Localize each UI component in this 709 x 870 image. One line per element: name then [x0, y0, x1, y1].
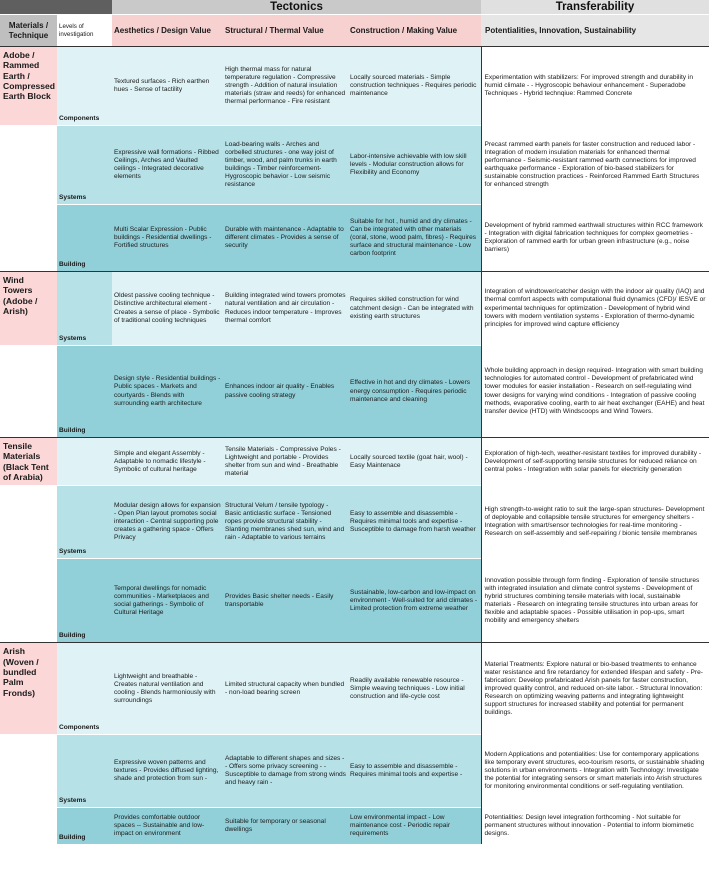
table-row: [0, 47, 709, 126]
structural-cell: Building integrated wind towers promotes natural ventilation and air circulation - Reduces indoor temperature - Improves thermal comfort: [223, 272, 348, 346]
material-cell: [0, 486, 57, 559]
level-cell: Building: [57, 205, 112, 272]
aesthetics-cell: Expressive wall formations - Ribbed Ceilings, Arches and Vaulted ceilings - Integrated decorative elements: [112, 126, 223, 205]
header-corner: [0, 0, 112, 15]
table-row: [0, 643, 709, 735]
table-row: [0, 735, 709, 808]
transfer-cell: Potentialities: Design level integration forthcoming - Not suitable for permanent structures without innovation - Potential to inform biomimetic designs.: [481, 808, 709, 844]
structural-cell: Adaptable to different shapes and sizes - - Offers some privacy screening - - Susceptible to damage from strong winds and heavy rain -: [223, 735, 348, 808]
aesthetics-cell: Temporal dwellings for nomadic communities - Marketplaces and social gatherings - Symbolic of Cultural Heritage: [112, 559, 223, 643]
transfer-cell: Precast rammed earth panels for faster construction and reduced labor - Integration of modern insulation materials for enhanced thermal performance - Seismic-resistant rammed earth connections for improved earthquake performance - Exploration of bio-based stabilizers for sustainable construction practices - Reinforced Rammed Earth Structures for enhanced strength: [481, 126, 709, 205]
level-cell: [57, 438, 112, 486]
level-cell: Systems: [57, 486, 112, 559]
construction-cell: Suitable for hot , humid and dry climates - Can be integrated with other materials (coral, stone, wood palm, fibres) - Requires surface and structural maintenance - Low carbon footprint: [348, 205, 481, 272]
aesthetics-cell: Oldest passive cooling technique - Distinctive architectural element - Creates a sense of place - Symbolic of traditional cooling techniques: [112, 272, 223, 346]
levels-header: Levels of investigation: [57, 15, 112, 47]
construction-cell: Sustainable, low-carbon and low-impact on environment - Well-suited for arid climates - Limited protection from extreme weather: [348, 559, 481, 643]
transfer-cell: Modern Applications and potentialities: Use for contemporary applications like temporary event structures, eco-tourism resorts, or sustainable shading solutions in urban environments - Integration with Technology: Investigate the potential for integrating sensors or smart materials into Arish structures for monitoring environmental conditions or self-regulating ventilation.: [481, 735, 709, 808]
column-header-row: [0, 15, 709, 47]
transfer-cell: Integration of windtower/catcher design with the indoor air quality (IAQ) and thermal comfort aspects with computational fluid dynamics (CFD)/ IESVE or experimental techniques for optimization - Development of hybrid wind towers with modern ventilation systems - Exploration of thermo-dynamic principles for improved wind capture efficiency: [481, 272, 709, 346]
level-cell: Building: [57, 559, 112, 643]
material-cell: [0, 346, 57, 438]
material-cell: [0, 559, 57, 643]
materials-header: Materials / Technique: [0, 15, 57, 47]
transfer-cell: High strength-to-weight ratio to suit the large-span structures- Development of deployable and collapsible tensile structures for emergency shelters - Integration with smart/sensor technologies for real-time monitoring - Research on self-assembly and self-repairing / bionic tensile membranes: [481, 486, 709, 559]
construction-cell: Easy to assemble and disassemble - Requires minimal tools and expertise - Susceptible to damage from harsh weather: [348, 486, 481, 559]
aesthetics-header: Aesthetics / Design Value: [112, 15, 223, 47]
aesthetics-cell: Multi Scalar Expression - Public buildings - Residential dwellings - Fortified structures: [112, 205, 223, 272]
aesthetics-cell: Lightweight and breathable - Creates natural ventilation and cooling - Blends harmoniously with surroundings: [112, 643, 223, 735]
material-cell: [0, 735, 57, 808]
material-cell: [0, 808, 57, 844]
transfer-cell: Innovation possible through form finding - Exploration of tensile structures with integrated insulation and climate control systems - Development of hybrid structures combining tensile materials with local, sustainable materials - Research on integrating tensile structures into urban areas for flexible and adaptable spaces - Possible utilisation in pop-ups, smart mobility and emergency shelters: [481, 559, 709, 643]
structural-cell: Limited structural capacity when bundled - non-load bearing screen: [223, 643, 348, 735]
construction-cell: Low environmental impact - Low maintenance cost - Periodic repair requirements: [348, 808, 481, 844]
aesthetics-cell: Textured surfaces - Rich earthen hues - Sense of tactility: [112, 47, 223, 126]
structural-cell: Enhances indoor air quality - Enables passive cooling strategy: [223, 346, 348, 438]
material-cell: Adobe / Rammed Earth / Compressed Earth Block: [0, 47, 57, 126]
top-header-row: [0, 0, 709, 15]
transfer-cell: Whole building approach in design required- Integration with smart building technologies for automated control - Development of prefabricated wind tower modules for easier installation - Research on self-regulating wind tower designs for varying wind conditions - Integration of passive cooling methods, evaporative cooling, earth to air heat exchanger (EAHE) and heat transfer device (HTD) with Windscoops and Wind Towers.: [481, 346, 709, 438]
aesthetics-cell: Provides comfortable outdoor spaces -- Sustainable and low-impact on environment: [112, 808, 223, 844]
material-cell: Tensile Materials (Black Tent of Arabia): [0, 438, 57, 486]
transfer-cell: Exploration of high-tech, weather-resistant textiles for improved durability - Development of self-supporting tensile structures for reduced reliance on central poles - Integration with solar panels for electricity generation: [481, 438, 709, 486]
structural-header: Structural / Thermal Value: [223, 15, 348, 47]
transfer-cell: Material Treatments: Explore natural or bio-based treatments to enhance water resistance and fire retardancy for extended lifespan and safety - Pre-fabrication: Develop prefabricated Arish panels for faster construction, improved quality control, and reduced on-site labor. - Structural Innovation: Research on optimizing weaving patterns and integrating lightweight support structures for increased stability and potential for permanent buildings.: [481, 643, 709, 735]
construction-cell: Labor-intensive achievable with low skill levels - Modular construction allows for Flexibility and Economy: [348, 126, 481, 205]
table-row: [0, 559, 709, 643]
table-row: [0, 346, 709, 438]
level-cell: Systems: [57, 272, 112, 346]
construction-cell: Effective in hot and dry climates - Lowers energy consumption - Requires periodic maintenance and cleaning: [348, 346, 481, 438]
transferability-heading: Transferability: [481, 0, 709, 15]
material-cell: [0, 126, 57, 205]
aesthetics-cell: Design style - Residential buildings - Public spaces - Markets and courtyards - Blends with surrounding earth architecture: [112, 346, 223, 438]
tectonics-heading: Tectonics: [112, 0, 481, 15]
structural-cell: Provides Basic shelter needs - Easily transportable: [223, 559, 348, 643]
structural-cell: Tensile Materials - Compressive Poles - Lightweight and portable - Provides shelter from sun and wind - Breathable material: [223, 438, 348, 486]
structural-cell: Load-bearing walls - Arches and corbelled structures - one way joist of timber, wood, and palm trunks in earth buildings - Timber reinforcement- Hygroscopic behavior - Low seismic resistance: [223, 126, 348, 205]
level-cell: Systems: [57, 735, 112, 808]
construction-cell: Locally sourced materials - Simple construction techniques - Requires periodic maintenance: [348, 47, 481, 126]
transfer-cell: Development of hybrid rammed earthwall structures within RCC framework - Integration with digital fabrication techniques for complex geometries - Exploration of rammed earth for urban green infrastructure (e.g., noise barriers): [481, 205, 709, 272]
construction-cell: Requires skilled construction for wind catchment design - Can be integrated with existing earth structures: [348, 272, 481, 346]
table-row: [0, 438, 709, 486]
level-cell: Components: [57, 47, 112, 126]
structural-cell: Structural Velum / tensile typology - Basic anticlastic surface - Tensioned ropes provide structural stability - Slanting membranes shed sun, wind and rain - Adaptable to various terrains: [223, 486, 348, 559]
structural-cell: High thermal mass for natural temperature regulation - Compressive strength - Addition of natural insulation materials (straw and reeds) for enhanced thermal performance - Fire resistant: [223, 47, 348, 126]
level-cell: Components: [57, 643, 112, 735]
table-row: [0, 272, 709, 346]
construction-cell: Easy to assemble and disassemble - Requires minimal tools and expertise -: [348, 735, 481, 808]
table-row: [0, 486, 709, 559]
structural-cell: Durable with maintenance - Adaptable to different climates - Provides a sense of security: [223, 205, 348, 272]
level-cell: Systems: [57, 126, 112, 205]
level-cell: Building: [57, 808, 112, 844]
construction-header: Construction / Making Value: [348, 15, 481, 47]
table-row: [0, 808, 709, 844]
aesthetics-cell: Expressive woven patterns and textures - Provides diffused lighting, shade and protection from sun -: [112, 735, 223, 808]
aesthetics-cell: Modular design allows for expansion - Open Plan layout promotes social interaction - Central supporting pole creates a gathering space - Offers Privacy: [112, 486, 223, 559]
table-row: [0, 126, 709, 205]
construction-cell: Readily available renewable resource - Simple weaving techniques - Low initial construction and life-cycle cost: [348, 643, 481, 735]
construction-cell: Locally sourced textile (goat hair, wool) - Easy Maintenace: [348, 438, 481, 486]
material-cell: Arish (Woven / bundled Palm Fronds): [0, 643, 57, 735]
table-row: [0, 205, 709, 272]
structural-cell: Suitable for temporary or seasonal dwellings: [223, 808, 348, 844]
aesthetics-cell: Simple and elegant Assembly - Adaptable to nomadic lifestyle - Symbolic of cultural heritage: [112, 438, 223, 486]
material-cell: Wind Towers (Adobe / Arish): [0, 272, 57, 346]
potentialities-header: Potentialities, Innovation, Sustainability: [481, 15, 709, 47]
material-cell: [0, 205, 57, 272]
transfer-cell: Experimentation with stabilizers: For improved strength and durability in humid climate - - Hygroscopic behaviour enhancement - Superadobe Techniques - Hybrid technqiue: Rammed Concrete: [481, 47, 709, 126]
level-cell: Building: [57, 346, 112, 438]
